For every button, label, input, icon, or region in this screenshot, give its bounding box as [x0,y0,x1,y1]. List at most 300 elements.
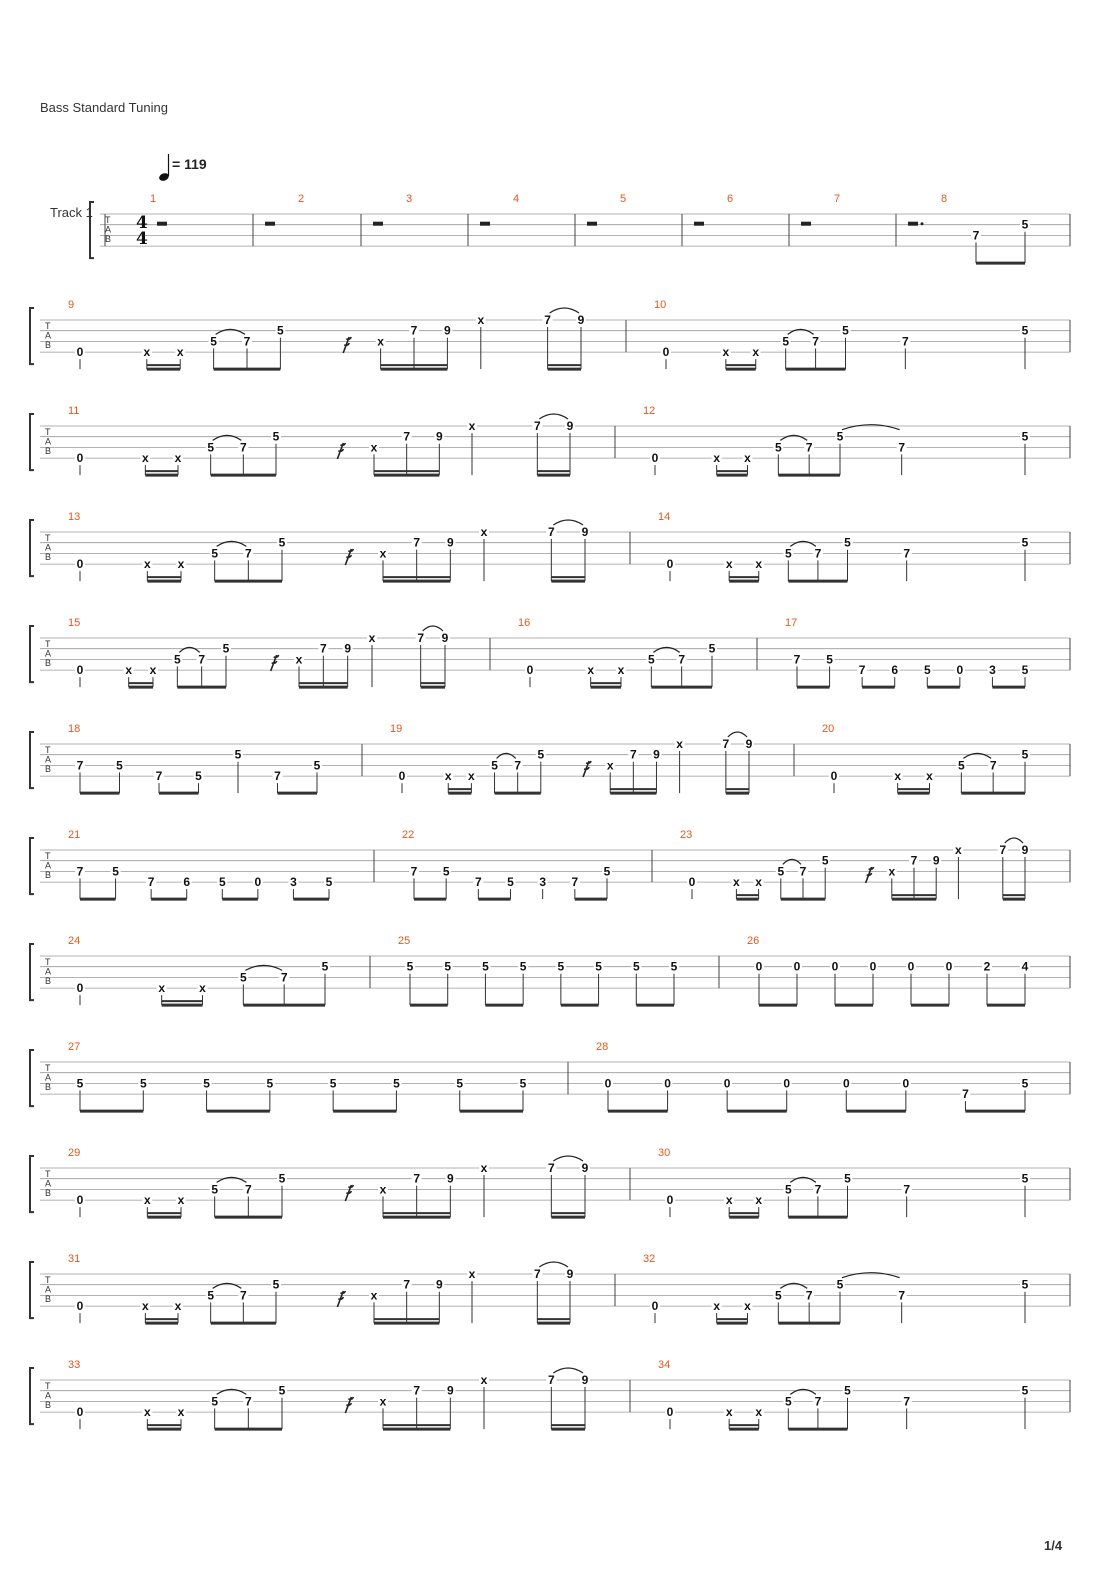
measure-number: 17 [785,617,798,629]
time-signature-bottom: 4 [136,229,148,249]
fret-number: 5 [211,1182,219,1197]
fret-number: 5 [537,747,545,762]
fret-number: 5 [239,970,247,985]
fret-number: x [676,737,683,751]
fret-number: 5 [211,1394,219,1409]
fret-number: x [725,557,733,572]
measure-number: 5 [620,193,627,205]
fret-number: 7 [805,440,813,455]
measure-number: 32 [643,1253,656,1265]
fret-number: 7 [403,1277,411,1292]
fret-number: 5 [836,1277,844,1292]
measure-number: 6 [727,193,734,205]
fret-number: 5 [519,959,527,974]
tie-arc [963,753,991,758]
measure-number: 31 [68,1253,81,1265]
fret-number: 0 [76,451,84,466]
fret-number: 9 [446,1383,454,1398]
fret-number: x [894,769,902,784]
measure-number: 34 [658,1359,671,1371]
tab-clef-letter: B [45,552,52,562]
fret-number: 5 [821,853,829,868]
fret-number: 0 [907,959,915,974]
tab-clef-letter: A [45,860,52,871]
fret-number: 7 [903,546,911,561]
fret-number: 6 [183,875,191,890]
fret-number: x [141,451,149,466]
fret-number: 5 [207,440,215,455]
tab-clef-letter: B [45,976,52,986]
tab-clef-letter: T [45,1063,51,1073]
fret-number: x [606,758,614,773]
tab-clef-letter: A [45,1178,52,1189]
system-bracket [30,1050,34,1106]
fret-number: 7 [147,875,155,890]
fret-number: 5 [836,429,844,444]
fret-number: 7 [155,769,163,784]
fret-number: x [174,451,182,466]
tab-clef-letter: T [45,1169,51,1179]
fret-number: 7 [547,525,555,539]
tie-arc [539,1262,568,1267]
fret-number: 7 [547,1161,555,1175]
half-rest [157,222,167,226]
fret-number: 0 [651,451,659,466]
sixteenth-rest [271,655,279,671]
fret-number: x [480,1373,488,1387]
tie-arc [553,520,583,525]
sixteenth-rest [866,867,874,883]
fret-number: 5 [313,758,321,773]
fret-number: x [143,345,151,360]
fret-number: 0 [902,1076,910,1091]
fret-number: 7 [544,313,551,327]
fret-number: 7 [805,1288,813,1303]
system-bracket [30,414,34,470]
fret-number: 9 [446,1171,454,1186]
fret-number: 5 [782,334,790,349]
fret-number: x [176,345,184,360]
measure-number: 16 [518,617,531,629]
tie-arc [790,1389,816,1394]
tie-arc [213,1283,242,1288]
fret-number: 9 [577,313,585,327]
system-bracket [30,520,34,576]
fret-number: 7 [244,1394,252,1409]
fret-number: 7 [814,1182,822,1197]
tab-clef-letter: T [45,1381,51,1391]
fret-number: 3 [290,875,297,890]
fret-number: 7 [903,1182,911,1197]
fret-number: 5 [272,1277,280,1292]
tab-clef-letter: T [45,745,51,755]
fret-number: x [370,1288,378,1303]
fret-number: 5 [139,1076,147,1091]
measure-number: 9 [68,299,75,311]
tab-clef-letter: A [45,330,52,341]
system-bracket [30,626,34,682]
fret-number: 7 [898,440,906,455]
fret-number: 6 [891,663,899,678]
fret-number: x [379,546,387,561]
fret-number: 5 [774,1288,782,1303]
fret-number: 5 [957,758,965,773]
page-number: 1/4 [1044,1538,1063,1553]
fret-number: 7 [417,631,425,645]
sixteenth-rest [345,1397,353,1413]
fret-number: 5 [234,747,242,762]
tie-arc [842,425,900,430]
tab-clef-letter: B [45,764,52,774]
fret-number: 0 [76,663,84,678]
fret-number: 9 [1021,843,1029,857]
fret-number: 5 [278,1383,286,1398]
fret-number: 7 [571,875,579,890]
fret-number: 7 [274,769,281,784]
fret-number: 5 [442,864,450,879]
tab-clef-letter: T [45,427,51,437]
fret-number: x [468,419,476,433]
fret-number: 9 [581,1161,589,1175]
fret-number: 5 [632,959,640,974]
fret-number: 9 [446,535,454,550]
tab-clef-letter: B [45,658,52,668]
fret-number: 9 [435,1277,443,1292]
tab-clef-letter: A [45,1390,52,1401]
fret-number: 5 [1021,429,1029,444]
fret-number: 7 [812,334,819,349]
measure-number: 33 [68,1359,81,1371]
measure-number: 27 [68,1041,81,1053]
tempo-marking: = 119 [172,156,207,172]
fret-number: x [295,652,303,667]
fret-number: 5 [1021,1171,1029,1186]
tie-arc [728,732,747,737]
measure-number: 8 [941,193,948,205]
tie-arc [1005,838,1023,843]
sixteenth-rest [345,549,353,565]
fret-number: 5 [826,652,833,667]
fret-number: 5 [482,959,489,974]
fret-number: 5 [222,641,230,656]
fret-number: x [149,663,157,678]
fret-number: 5 [519,1076,527,1091]
fret-number: 7 [319,641,327,656]
fret-number: 7 [678,652,686,667]
fret-number: x [480,1161,488,1175]
fret-number: 7 [413,1171,421,1186]
fret-number: x [755,875,762,890]
fret-number: 5 [844,1383,851,1398]
measure-number: 21 [68,829,81,841]
fret-number: 5 [321,959,329,974]
fret-number: x [199,981,206,996]
fret-number: 5 [112,864,119,879]
fret-number: 0 [666,1193,674,1208]
fret-number: 0 [783,1076,791,1091]
tie-arc [790,1177,816,1182]
fret-number: 5 [491,758,498,773]
fret-number: x [158,981,166,996]
rest-dot [921,222,924,225]
fret-number: 5 [203,1076,210,1091]
fret-number: 0 [956,663,964,678]
system-bracket [30,1156,34,1212]
tab-clef-letter: T [45,533,51,543]
fret-number: x [713,1299,721,1314]
fret-number: x [143,1193,151,1208]
fret-number: x [379,1394,387,1409]
fret-number: 0 [664,1076,671,1091]
tuning-label: Bass Standard Tuning [40,100,168,115]
tie-arc [497,753,516,758]
sixteenth-rest [345,1185,353,1201]
tab-clef-letter: T [45,957,51,967]
fret-number: 3 [539,875,547,890]
fret-number: 5 [1021,747,1029,762]
tab-clef-letter: B [45,870,52,880]
fret-number: x [174,1299,182,1314]
fret-number: 3 [989,663,996,678]
measure-number: 24 [68,935,81,947]
fret-number: 7 [903,1394,911,1409]
fret-number: 7 [514,758,522,773]
tab-clef-letter: T [45,851,51,861]
fret-number: 0 [793,959,801,974]
tie-arc [553,1368,583,1373]
fret-number: 7 [76,864,84,879]
fret-number: 7 [999,843,1007,857]
tie-arc [217,541,247,546]
fret-number: 7 [901,334,909,349]
fret-number: 5 [1021,1383,1029,1398]
fret-number: x [125,663,133,678]
fret-number: x [752,345,760,360]
tab-clef-letter: T [45,1275,51,1285]
measure-number: 7 [834,193,841,205]
measure-number: 28 [596,1041,609,1053]
fret-number: 0 [254,875,262,890]
fret-number: x [368,631,376,645]
fret-number: 9 [581,1373,589,1387]
fret-number: 5 [1021,323,1029,338]
fret-number: 0 [76,1405,84,1420]
fret-number: 5 [603,864,611,879]
tie-arc [245,965,282,970]
fret-number: x [477,313,485,327]
fret-number: 7 [858,663,866,678]
fret-number: x [713,451,721,466]
sixteenth-rest [583,761,591,777]
fret-number: 9 [566,1267,574,1281]
fret-number: x [480,525,488,539]
tab-clef-letter: A [45,648,52,659]
measure-number: 15 [68,617,81,629]
fret-number: 5 [444,959,452,974]
fret-number: 5 [1021,663,1029,678]
fret-number: x [617,663,625,678]
fret-number: 0 [651,1299,659,1314]
fret-number: x [143,557,151,572]
fret-number: x [377,334,384,349]
fret-number: x [177,557,185,572]
fret-number: x [733,875,740,890]
tab-clef-letter: A [45,1072,52,1083]
fret-number: 5 [1021,217,1029,232]
fret-number: 5 [923,663,931,678]
system-bracket [30,1262,34,1318]
fret-number: x [468,769,475,784]
fret-number: x [587,663,595,678]
tie-arc [653,647,679,652]
fret-number: 9 [444,323,451,338]
fret-number: 5 [647,652,655,667]
fret-number: 5 [406,959,414,974]
measure-number: 14 [658,511,671,523]
fret-number: 7 [413,535,421,550]
fret-number: x [177,1405,185,1420]
fret-number: 0 [869,959,877,974]
tab-clef-letter: A [45,542,52,553]
fret-number: 5 [393,1076,400,1091]
measure-number: 26 [747,935,760,947]
fret-number: 5 [456,1076,464,1091]
measure-number: 22 [402,829,415,841]
fret-number: 0 [398,769,406,784]
fret-number: 9 [745,737,753,751]
fret-number: 5 [211,546,219,561]
fret-number: x [143,1405,151,1420]
measure-number: 25 [398,935,411,947]
fret-number: 0 [831,959,839,974]
fret-number: 5 [595,959,602,974]
half-rest [908,222,918,226]
fret-number: 5 [1021,1076,1029,1091]
tab-clef-letter: A [45,754,52,765]
tie-arc [213,435,242,440]
sixteenth-rest [343,337,351,353]
fret-number: 5 [116,758,123,773]
fret-number: 0 [755,959,763,974]
fret-number: 7 [243,334,251,349]
fret-number: x [888,864,896,879]
fret-number: 0 [604,1076,612,1091]
fret-number: 0 [688,875,696,890]
fret-number: x [370,440,378,455]
tab-clef-letter: A [105,224,112,235]
fret-number: 7 [793,652,801,667]
tab-clef-letter: B [45,1294,52,1304]
fret-number: 5 [266,1076,274,1091]
fret-number: 9 [435,429,443,444]
fret-number: 5 [1021,1277,1029,1292]
fret-number: 7 [410,864,418,879]
fret-number: 0 [666,1405,674,1420]
fret-number: 0 [76,981,84,996]
fret-number: x [955,843,962,857]
fret-number: 7 [972,228,980,243]
fret-number: 7 [198,652,206,667]
fret-number: 0 [76,345,84,360]
fret-number: x [379,1182,387,1197]
fret-number: 7 [898,1288,906,1303]
measure-number: 4 [513,193,520,205]
fret-number: 0 [666,557,674,572]
fret-number: 7 [547,1373,555,1387]
measure-number: 1 [150,193,157,205]
measure-number: 11 [68,405,80,417]
system-bracket [30,838,34,894]
fret-number: 5 [278,535,286,550]
fret-number: 9 [653,747,660,762]
sixteenth-rest [337,1291,345,1307]
fret-number: x [744,1299,751,1314]
system-bracket [30,308,34,364]
fret-number: 2 [983,959,991,974]
measure-number: 2 [298,193,305,205]
fret-number: 9 [932,853,940,868]
fret-number: x [755,557,763,572]
fret-number: 0 [945,959,953,974]
track-name-label: Track 1 [50,205,93,220]
fret-number: 7 [722,737,730,751]
measure-number: 3 [406,193,413,205]
tie-arc [788,329,814,334]
tie-arc [539,414,568,419]
fret-number: 0 [76,1193,84,1208]
fret-number: 0 [526,663,534,678]
fret-number: 5 [842,323,849,338]
fret-number: 5 [784,1394,792,1409]
tab-clef-letter: A [45,436,52,447]
tab-clef-letter: A [45,966,52,977]
fret-number: 7 [244,546,252,561]
fret-number: 5 [329,1076,337,1091]
fret-number: 5 [278,1171,286,1186]
fret-number: 7 [76,758,84,773]
tie-arc [423,626,443,631]
fret-number: 7 [910,853,918,868]
fret-number: x [755,1193,763,1208]
fret-number: 7 [962,1087,969,1102]
measure-number: 12 [643,405,656,417]
fret-number: 0 [662,345,670,360]
measure-number: 13 [68,511,81,523]
tie-arc [553,1156,583,1161]
measure-number: 19 [390,723,403,735]
fret-number: x [725,1405,733,1420]
tie-arc [216,329,245,334]
tab-clef-letter: B [45,1082,52,1092]
fret-number: 5 [218,875,226,890]
measure-number: 18 [68,723,81,735]
tab-clef-letter: A [45,1284,52,1295]
tab-clef-letter: B [105,234,112,244]
fret-number: x [141,1299,149,1314]
tie-arc [179,647,199,652]
fret-number: 5 [1021,535,1029,550]
tab-clef-letter: T [45,639,51,649]
fret-number: 7 [799,864,807,879]
measure-number: 30 [658,1147,671,1159]
fret-number: 0 [723,1076,731,1091]
fret-number: x [744,451,751,466]
fret-number: 7 [410,323,418,338]
fret-number: 7 [413,1383,421,1398]
fret-number: 5 [708,641,716,656]
half-rest [265,222,275,226]
fret-number: 5 [272,429,280,444]
